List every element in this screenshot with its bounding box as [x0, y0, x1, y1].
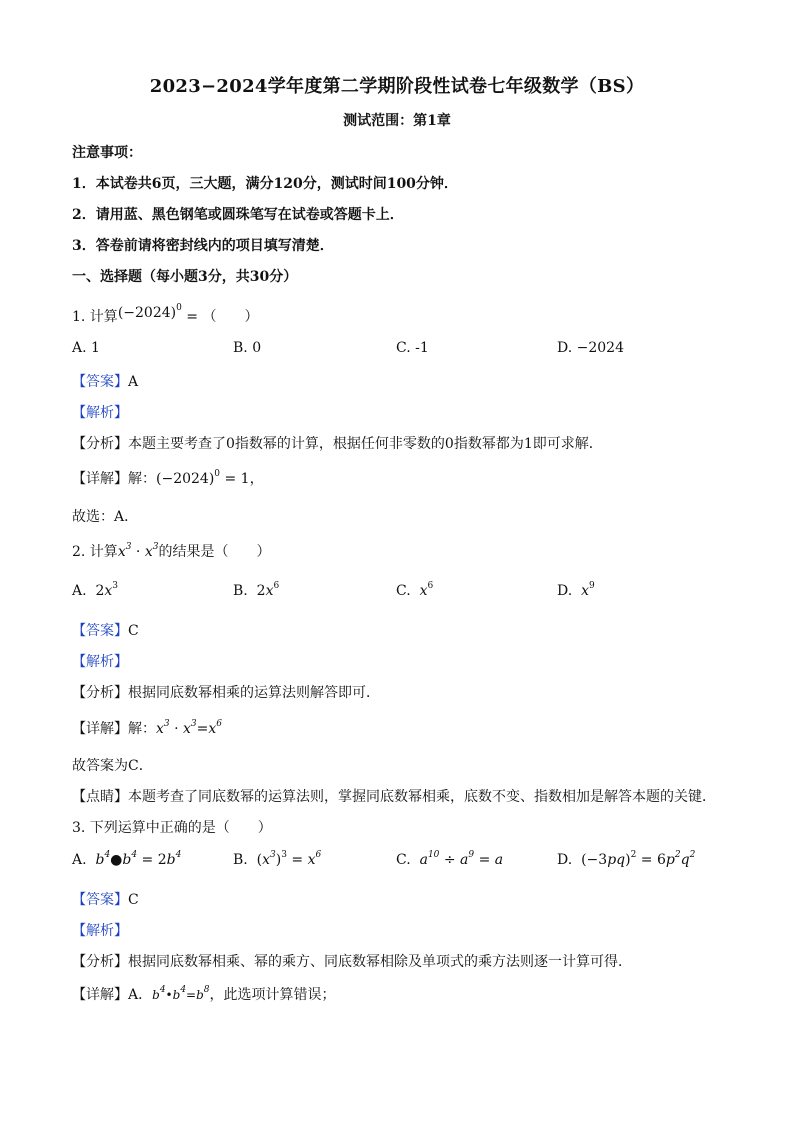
q2-option-a: A. $2x^3$ — [72, 581, 119, 599]
q2-detail: 【详解】解：$x^3 \cdot x^3=x^6$ — [72, 719, 223, 737]
analysis-tag: 【解析】 — [72, 405, 128, 421]
notice-heading: 注意事项： — [72, 145, 142, 161]
question-1-stem: 1. 计算$(-2024)^0$ = （ ） — [72, 303, 259, 325]
q3-option-c: C. $a^{10} \div a^9 = a$ — [396, 850, 504, 868]
q1-detail: 【详解】解：$(-2024)^0 = 1$， — [72, 469, 264, 487]
q1-option-a: A. 1 — [72, 340, 100, 356]
q3-detail: 【详解】A．$b^4•b^4=b^8$，此选项计算错误； — [72, 985, 336, 1003]
q3-answer: 【答案】C — [72, 892, 139, 908]
q3-fenxi: 【分析】根据同底数幂相乘、幂的乘方、同底数幂相除及单项式的乘方法则逐一计算可得． — [72, 954, 632, 970]
q3-analysis — [72, 920, 128, 940]
q1-option-d: D. −2024 — [557, 340, 624, 356]
q2-option-c: C. $x^6$ — [396, 581, 434, 599]
q2-conclusion: 故答案为C． — [72, 758, 153, 774]
analysis-tag: 【解析】 — [72, 654, 128, 670]
question-2-stem: 2. 计算$x^3 \cdot x^3$的结果是（ ） — [72, 542, 271, 560]
page-title: 2023−2024学年度第二学期阶段性试卷七年级数学（BS） — [149, 76, 645, 97]
q2-dianjing: 【点睛】本题考查了同底数幂的运算法则，掌握同底数幂相乘，底数不变、指数相加是解答本题的关键． — [72, 789, 716, 805]
q3-option-b: B. $(x^3)^3 = x^6$ — [233, 850, 322, 868]
q1-conclusion: 故选：A． — [72, 509, 139, 525]
q2-option-d: D. $x^9$ — [557, 581, 595, 599]
q3-option-d: D. $(-3pq)^2 = 6p^2q^2$ — [557, 850, 696, 868]
q1-answer: 【答案】A — [72, 374, 139, 390]
q1-analysis — [72, 402, 128, 422]
notice-item-3: 3．答卷前请将密封线内的项目填写清楚． — [72, 238, 334, 254]
test-scope: 测试范围：第1章 — [343, 113, 451, 129]
q3-option-a: A. $b^4●b^4 = 2b^4$ — [72, 850, 182, 868]
answer-tag: 【答案】 — [72, 623, 128, 639]
q1-option-b: B. 0 — [233, 340, 262, 356]
answer-tag: 【答案】 — [72, 892, 128, 908]
section-heading: 一、选择题（每小题3分，共30分） — [72, 269, 298, 285]
q1-fenxi: 【分析】本题主要考查了0指数幂的计算，根据任何非零数的0指数幂都为1即可求解． — [72, 436, 603, 452]
notice-item-2: 2．请用蓝、黑色钢笔或圆珠笔写在试卷或答题卡上． — [72, 207, 404, 223]
q2-option-b: B. $2x^6$ — [233, 581, 280, 599]
notice-item-1: 1．本试卷共6页，三大题，满分120分，测试时间100分钟． — [72, 176, 458, 192]
answer-tag: 【答案】 — [72, 374, 128, 390]
q1-option-c: C. -1 — [396, 340, 429, 356]
q2-analysis — [72, 651, 128, 671]
q2-answer: 【答案】C — [72, 623, 139, 639]
analysis-tag: 【解析】 — [72, 923, 128, 939]
question-3-stem: 3. 下列运算中正确的是（ ） — [72, 820, 272, 836]
q2-fenxi: 【分析】根据同底数幂相乘的运算法则解答即可． — [72, 685, 380, 701]
